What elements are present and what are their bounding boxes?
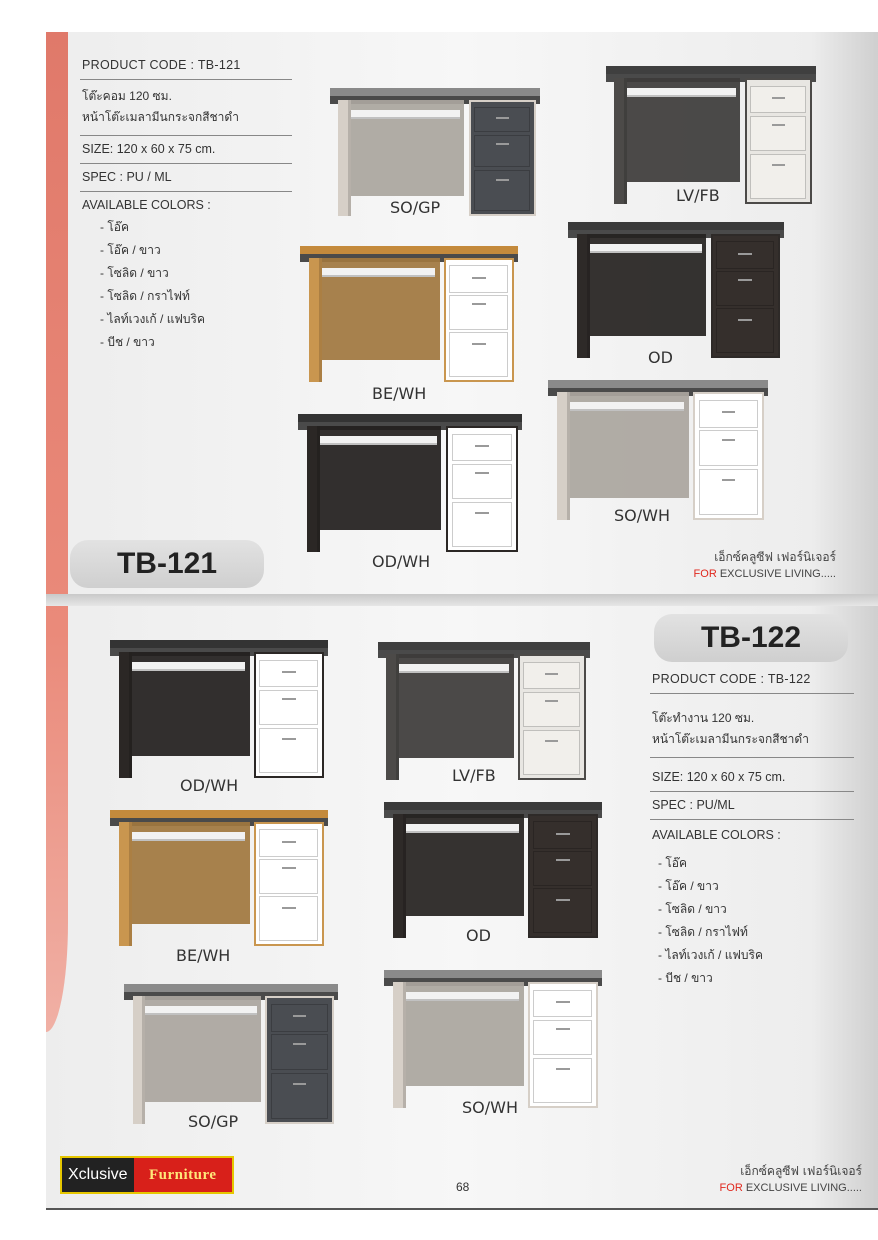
pedestal-drawer xyxy=(533,1020,592,1055)
desk-top xyxy=(606,66,816,78)
drawer-handle xyxy=(282,671,296,673)
drawer-handle xyxy=(722,479,736,481)
pedestal-drawer xyxy=(259,896,318,941)
desk-leg xyxy=(393,982,406,1108)
bottom-rule xyxy=(46,1208,878,1210)
desk-keyboard-tray xyxy=(145,1006,256,1015)
desk-pedestal xyxy=(446,426,518,552)
desk-image xyxy=(110,810,328,946)
pedestal-drawer xyxy=(449,265,508,292)
desk-top xyxy=(384,802,602,814)
desk-keyboard-tray xyxy=(406,992,519,1001)
page-number: 68 xyxy=(456,1180,470,1194)
drawer-handle xyxy=(282,698,296,700)
desk-keyboard-tray xyxy=(570,402,684,411)
pedestal-drawer xyxy=(716,308,774,353)
desk-image xyxy=(384,970,602,1108)
pedestal-drawer xyxy=(533,990,592,1018)
desk-top xyxy=(110,810,328,822)
color-item: - ไลท์เวงเก้ / แฟบริค xyxy=(100,312,206,326)
drawer-handle xyxy=(475,512,489,514)
desk-image xyxy=(568,222,784,358)
pedestal-drawer xyxy=(452,502,512,547)
desk-keyboard-tray xyxy=(351,110,460,119)
desk-image xyxy=(110,640,328,778)
drawer-handle xyxy=(496,117,509,119)
drawer-handle xyxy=(722,439,736,441)
desk-pedestal xyxy=(518,654,586,780)
desk-keyboard-tray xyxy=(132,832,245,841)
brand-tagline-bottom xyxy=(640,1182,862,1194)
desk-pedestal xyxy=(469,100,536,216)
drawer-handle xyxy=(556,859,570,861)
desk-color-label: SO/WH xyxy=(614,506,670,525)
desk-leg xyxy=(557,392,570,520)
pedestal-drawer xyxy=(452,434,512,462)
pedestal-drawer xyxy=(523,730,580,775)
desk-top xyxy=(568,222,784,234)
desk-color-label: OD/WH xyxy=(180,776,239,795)
product-spec: SPEC : PU/ML xyxy=(650,792,854,820)
desk-pedestal xyxy=(528,814,598,938)
tb121-spec-block xyxy=(80,52,292,354)
desk-image xyxy=(384,802,602,938)
pedestal-drawer xyxy=(533,851,592,886)
drawer-handle xyxy=(772,97,785,99)
desk-top xyxy=(298,414,522,426)
desk-pedestal xyxy=(444,258,514,382)
brand-thai-top: เอ็กซ์คลูซีฟ เฟอร์นิเจอร์ xyxy=(714,550,836,564)
drawer-handle xyxy=(556,1028,570,1030)
desk-color-label: SO/GP xyxy=(188,1112,239,1131)
desk-keyboard-tray xyxy=(406,824,519,833)
desk-keyboard-tray xyxy=(627,88,736,97)
pedestal-drawer xyxy=(716,241,774,268)
product-code: PRODUCT CODE : TB-122 xyxy=(650,666,854,694)
desk-image xyxy=(300,246,518,382)
pedestal-drawer xyxy=(716,271,774,306)
color-item: - บีช / ขาว xyxy=(658,971,713,985)
desk-leg xyxy=(307,426,320,552)
drawer-handle xyxy=(472,277,486,279)
desk-top xyxy=(548,380,768,392)
colors-heading: AVAILABLE COLORS : xyxy=(652,828,781,842)
drawer-handle xyxy=(282,841,296,843)
tb121-title: TB-121 xyxy=(70,540,264,588)
pedestal-drawer xyxy=(750,154,806,199)
pedestal-drawer xyxy=(750,116,806,151)
color-item: - ไลท์เวงเก้ / แฟบริค xyxy=(658,948,764,962)
drawer-handle xyxy=(738,253,751,255)
pedestal-drawer xyxy=(449,332,508,377)
drawer-handle xyxy=(282,907,296,909)
desk-leg xyxy=(614,78,627,204)
desk-color-label: LV/FB xyxy=(452,766,496,785)
color-item: - โอ๊ค xyxy=(100,220,130,234)
desk-leg xyxy=(133,996,146,1124)
desk-pedestal xyxy=(528,982,598,1108)
desk-leg xyxy=(119,822,132,946)
pedestal-drawer xyxy=(259,859,318,894)
color-item: - โซลิด / กราไฟท์ xyxy=(100,289,190,303)
desk-color-label: OD/WH xyxy=(372,552,431,571)
drawer-handle xyxy=(496,179,509,181)
desk-pedestal xyxy=(254,652,324,778)
color-item: - โอ๊ค xyxy=(658,856,688,870)
desk-pedestal xyxy=(693,392,763,520)
tb122-title: TB-122 xyxy=(654,614,848,662)
pedestal-drawer xyxy=(271,1004,329,1032)
desk-image xyxy=(606,66,816,204)
description-line-2: หน้าโต๊ะเมลามีนกระจกสีชาดำ xyxy=(82,110,239,124)
drawer-handle xyxy=(472,343,486,345)
drawer-handle xyxy=(282,738,296,740)
desk-image xyxy=(124,984,338,1124)
drawer-handle xyxy=(722,411,736,413)
pedestal-drawer xyxy=(750,86,806,114)
product-code: PRODUCT CODE : TB-121 xyxy=(80,52,292,80)
pedestal-drawer xyxy=(474,135,530,167)
desk-top xyxy=(330,88,540,100)
tb122-spec-block xyxy=(650,666,854,990)
pedestal-drawer xyxy=(449,295,508,330)
desk-keyboard-tray xyxy=(320,436,437,445)
xclusive-furniture-logo xyxy=(60,1156,234,1194)
pedestal-drawer xyxy=(533,888,592,933)
drawer-handle xyxy=(293,1083,306,1085)
color-item: - โอ๊ค / ขาว xyxy=(100,243,161,257)
desk-pedestal xyxy=(254,822,324,946)
drawer-handle xyxy=(475,445,489,447)
desk-image xyxy=(298,414,522,552)
desk-pedestal xyxy=(265,996,333,1124)
pedestal-drawer xyxy=(474,107,530,133)
desk-leg xyxy=(338,100,351,216)
desk-pedestal xyxy=(711,234,780,358)
section-divider xyxy=(46,594,878,606)
desk-top xyxy=(384,970,602,982)
brand-tagline-top xyxy=(640,568,836,580)
desk-leg xyxy=(309,258,322,382)
desk-image xyxy=(548,380,768,520)
colors-heading: AVAILABLE COLORS : xyxy=(82,198,211,212)
color-item: - โอ๊ค / ขาว xyxy=(658,879,719,893)
desk-top xyxy=(300,246,518,258)
drawer-handle xyxy=(772,124,785,126)
product-description xyxy=(80,80,292,136)
logo-furniture: Furniture xyxy=(134,1158,232,1192)
pedestal-drawer xyxy=(452,464,512,499)
desk-color-label: BE/WH xyxy=(372,384,427,403)
color-item: - โซลิด / ขาว xyxy=(658,902,727,916)
drawer-handle xyxy=(282,867,296,869)
desk-image xyxy=(330,88,540,216)
pedestal-drawer xyxy=(259,690,318,725)
drawer-handle xyxy=(556,899,570,901)
tagline-for: FOR xyxy=(693,568,717,580)
desk-color-label: OD xyxy=(648,348,673,367)
desk-keyboard-tray xyxy=(399,664,509,673)
pedestal-drawer xyxy=(271,1073,329,1119)
desk-color-label: SO/GP xyxy=(390,198,441,217)
desk-color-label: BE/WH xyxy=(176,946,231,965)
desk-color-label: OD xyxy=(466,926,491,945)
pedestal-drawer xyxy=(271,1034,329,1070)
tagline-for: FOR xyxy=(719,1182,743,1194)
description-line-1: โต๊ะทำงาน 120 ซม. xyxy=(652,711,755,725)
pedestal-drawer xyxy=(699,400,758,428)
desk-leg xyxy=(577,234,590,358)
drawer-handle xyxy=(545,740,558,742)
logo-xclusive: Xclusive xyxy=(62,1158,134,1192)
pedestal-drawer xyxy=(474,170,530,212)
product-description xyxy=(650,694,854,758)
pedestal-drawer xyxy=(259,829,318,856)
tagline-rest: EXCLUSIVE LIVING..... xyxy=(716,568,836,580)
desk-color-label: LV/FB xyxy=(676,186,720,205)
drawer-handle xyxy=(545,673,558,675)
description-line-1: โต๊ะคอม 120 ซม. xyxy=(82,89,172,103)
desk-pedestal xyxy=(745,78,812,204)
product-size: SIZE: 120 x 60 x 75 cm. xyxy=(80,136,292,164)
color-item: - บีช / ขาว xyxy=(100,335,155,349)
pedestal-drawer xyxy=(523,662,580,690)
drawer-handle xyxy=(738,319,751,321)
pedestal-drawer xyxy=(699,469,758,515)
color-list xyxy=(80,216,292,354)
desk-keyboard-tray xyxy=(590,244,702,253)
pedestal-drawer xyxy=(699,430,758,466)
desk-image xyxy=(378,642,590,780)
pedestal-drawer xyxy=(533,821,592,848)
desk-leg xyxy=(119,652,132,778)
description-line-2: หน้าโต๊ะเมลามีนกระจกสีชาดำ xyxy=(652,732,809,746)
product-size: SIZE: 120 x 60 x 75 cm. xyxy=(650,758,854,792)
desk-keyboard-tray xyxy=(132,662,245,671)
pedestal-drawer xyxy=(523,692,580,727)
desk-top xyxy=(110,640,328,652)
desk-top xyxy=(124,984,338,996)
drawer-handle xyxy=(556,1001,570,1003)
drawer-handle xyxy=(556,1068,570,1070)
pedestal-drawer xyxy=(259,660,318,688)
desk-leg xyxy=(386,654,399,780)
desk-color-label: SO/WH xyxy=(462,1098,518,1117)
tagline-rest: EXCLUSIVE LIVING..... xyxy=(742,1182,862,1194)
drawer-handle xyxy=(293,1043,306,1045)
color-item: - โซลิด / กราไฟท์ xyxy=(658,925,748,939)
left-accent-bar xyxy=(46,32,68,1032)
drawer-handle xyxy=(293,1015,306,1017)
drawer-handle xyxy=(545,700,558,702)
drawer-handle xyxy=(475,472,489,474)
drawer-handle xyxy=(496,143,509,145)
desk-top xyxy=(378,642,590,654)
product-spec: SPEC : PU / ML xyxy=(80,164,292,192)
drawer-handle xyxy=(472,303,486,305)
color-list xyxy=(650,852,854,990)
drawer-handle xyxy=(772,164,785,166)
pedestal-drawer xyxy=(533,1058,592,1103)
drawer-handle xyxy=(738,279,751,281)
drawer-handle xyxy=(556,833,570,835)
desk-keyboard-tray xyxy=(322,268,435,277)
pedestal-drawer xyxy=(259,728,318,773)
color-item: - โซลิด / ขาว xyxy=(100,266,169,280)
brand-thai-bottom: เอ็กซ์คลูซีฟ เฟอร์นิเจอร์ xyxy=(740,1164,862,1178)
desk-leg xyxy=(393,814,406,938)
